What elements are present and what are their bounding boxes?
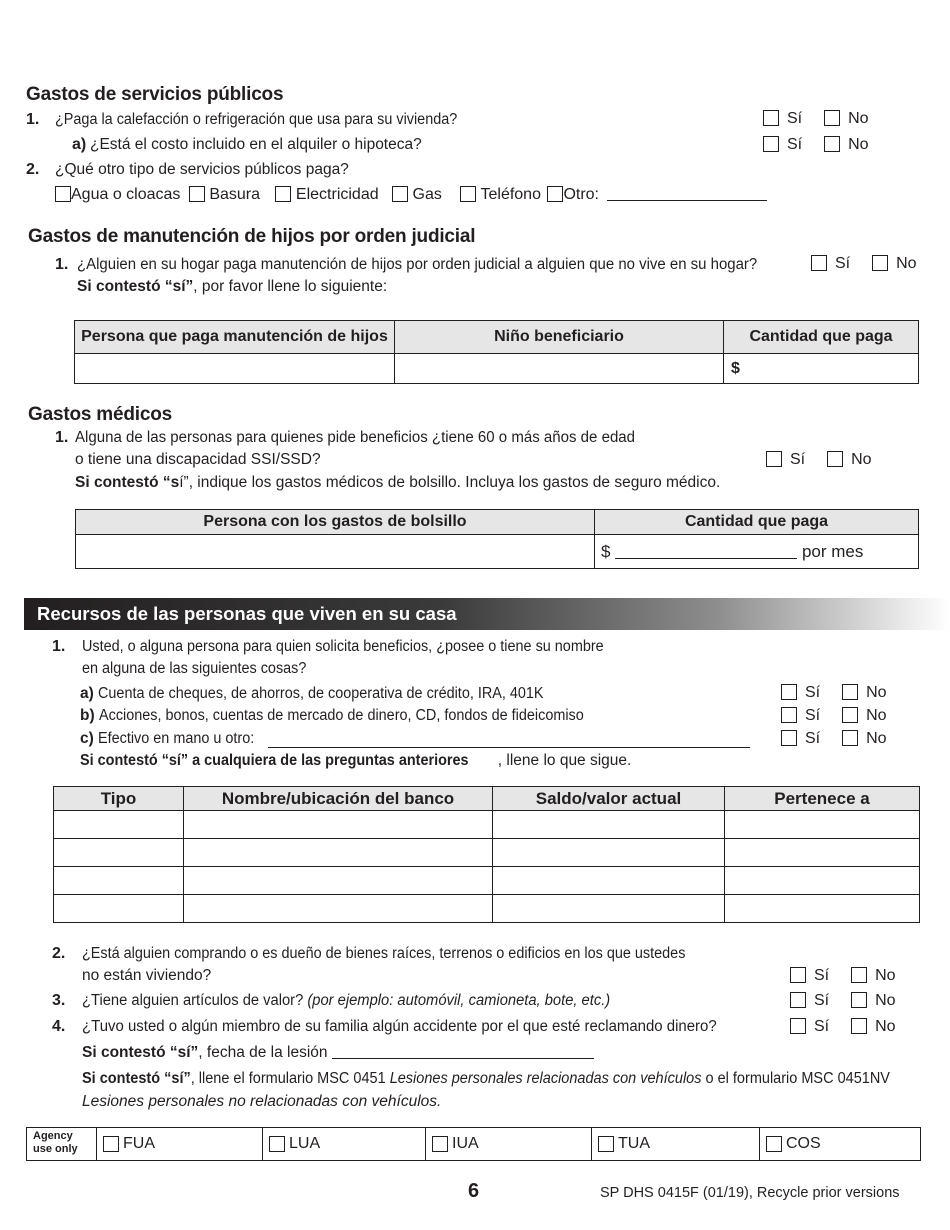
- if-yes-mid: í: [179, 474, 184, 491]
- resources-if-yes: [80, 752, 631, 770]
- no-label: No: [866, 707, 887, 724]
- medical-header-amount: Cantidad que paga: [595, 510, 919, 535]
- form-italic2: Lesiones personales no relacionadas con vehículos.: [82, 1093, 442, 1110]
- currency-sign: $: [731, 359, 740, 377]
- form-italic1: Lesiones personales relacionadas con vehículos: [389, 1070, 702, 1087]
- table-cell[interactable]: [725, 867, 920, 895]
- q1b-label: b): [80, 707, 95, 724]
- table-cell[interactable]: [725, 811, 920, 839]
- currency-sign: $: [601, 541, 611, 561]
- if-yes-rest: , llene lo que sigue.: [497, 752, 632, 769]
- yes-label: Sí: [835, 255, 851, 272]
- no-label: No: [848, 110, 869, 127]
- medical-yes-checkbox[interactable]: [766, 451, 782, 467]
- other-label: Otro:: [563, 186, 599, 203]
- yes-label: Sí: [814, 992, 830, 1009]
- resources-q1b-no-checkbox[interactable]: [842, 707, 858, 723]
- medical-title: Gastos médicos: [28, 404, 172, 425]
- table-cell[interactable]: [184, 895, 493, 923]
- injury-date-row: [82, 1044, 594, 1062]
- resources-q4-yes-checkbox[interactable]: [790, 1018, 806, 1034]
- q1a-label: a): [80, 685, 94, 702]
- yes-label: Sí: [790, 451, 806, 468]
- medical-amount-cell[interactable]: [595, 535, 919, 569]
- q1c-text: Efectivo en mano u otro:: [98, 730, 255, 747]
- child-support-q1-yesno: [811, 255, 917, 273]
- form-text2: o el formulario MSC 0451NV: [701, 1070, 890, 1087]
- q1a-text: Cuenta de cheques, de ahorros, de cooperativa de crédito, IRA, 401K: [98, 685, 544, 702]
- no-label: No: [875, 967, 896, 984]
- resources-q3-number: 3.: [52, 992, 66, 1009]
- resources-q1c-no-checkbox[interactable]: [842, 730, 858, 746]
- utilities-q1a-no-checkbox[interactable]: [824, 136, 840, 152]
- medical-q1-line2: o tiene una discapacidad SSI/SSD?: [75, 451, 321, 468]
- medical-table: [75, 509, 919, 569]
- if-yes-bold: Si contestó “s: [75, 474, 180, 491]
- injury-date-label: , fecha de la lesión: [198, 1044, 328, 1061]
- resources-q1a: [80, 685, 577, 703]
- resources-q2-yes-checkbox[interactable]: [790, 967, 806, 983]
- table-cell[interactable]: [493, 811, 725, 839]
- water-sewer-checkbox[interactable]: [55, 186, 71, 202]
- no-label: No: [866, 730, 887, 747]
- table-cell[interactable]: [54, 895, 184, 923]
- table-cell[interactable]: [493, 895, 725, 923]
- agency-tua: [591, 1128, 759, 1160]
- utilities-q1a-yesno: [763, 136, 869, 154]
- no-label: No: [851, 451, 872, 468]
- agency-cos: [759, 1128, 920, 1160]
- utility-options: [55, 186, 767, 204]
- resources-q1c-yes-checkbox[interactable]: [781, 730, 797, 746]
- child-support-payer-cell[interactable]: [75, 354, 395, 384]
- phone-label: Teléfono: [480, 186, 541, 203]
- tua-label: TUA: [618, 1135, 650, 1152]
- resources-q3: [82, 992, 610, 1010]
- form-instructions-line1: [82, 1070, 890, 1088]
- yes-label: Sí: [814, 1018, 830, 1035]
- resources-banner: Recursos de las personas que viven en su casa: [24, 598, 950, 630]
- injury-date-line[interactable]: [332, 1058, 594, 1059]
- resources-q4-no-checkbox[interactable]: [851, 1018, 867, 1034]
- resources-q1-number: 1.: [52, 638, 66, 655]
- resources-header-bank: Nombre/ubicación del banco: [184, 787, 493, 811]
- cash-other-line[interactable]: [268, 730, 750, 748]
- table-cell[interactable]: [54, 811, 184, 839]
- no-label: No: [875, 992, 896, 1009]
- cos-label: COS: [786, 1135, 821, 1152]
- table-row: [54, 811, 920, 839]
- resources-q2-line2: no están viviendo?: [82, 967, 212, 984]
- table-cell[interactable]: [54, 867, 184, 895]
- yes-label: Sí: [814, 967, 830, 984]
- agency-label-line1: Agency: [33, 1130, 73, 1142]
- if-yes-rest: , por favor llene lo siguiente:: [193, 278, 388, 295]
- resources-q3-yesno: [790, 992, 896, 1010]
- page-number: 6: [468, 1180, 480, 1202]
- table-cell[interactable]: [184, 811, 493, 839]
- medical-person-cell[interactable]: [76, 535, 595, 569]
- utilities-q2-number: 2.: [26, 161, 40, 178]
- child-support-q1-text: ¿Alguien en su hogar paga manutención de hijos por orden judicial a alguien que no vive en su hogar?: [77, 256, 758, 273]
- fua-label: FUA: [123, 1135, 155, 1152]
- lua-checkbox[interactable]: [269, 1136, 285, 1152]
- child-support-if-yes: [77, 278, 387, 296]
- utilities-q1a-text: ¿Está el costo incluido en el alquiler o hipoteca?: [90, 136, 422, 153]
- child-support-header-child: Niño beneficiario: [395, 321, 724, 354]
- iua-label: IUA: [452, 1135, 479, 1152]
- resources-q2-yesno: [790, 967, 896, 985]
- utilities-title: Gastos de servicios públicos: [26, 84, 284, 105]
- if-yes-bold: Si contestó “sí”: [82, 1070, 191, 1087]
- resources-q1b: [80, 707, 620, 725]
- no-label: No: [875, 1018, 896, 1035]
- medical-no-checkbox[interactable]: [827, 451, 843, 467]
- no-label: No: [848, 136, 869, 153]
- agency-label: [27, 1128, 96, 1160]
- yes-label: Sí: [805, 684, 821, 701]
- tua-checkbox[interactable]: [598, 1136, 614, 1152]
- resources-q4-yesno: [790, 1018, 896, 1036]
- yes-label: Sí: [805, 707, 821, 724]
- form-text1: , llene el formulario MSC 0451: [190, 1070, 390, 1087]
- trash-label: Basura: [209, 186, 261, 203]
- utilities-q1a-yes-checkbox[interactable]: [763, 136, 779, 152]
- resources-q4-text: ¿Tuvo usted o algún miembro de su familia algún accidente por el que esté reclamando dinero?: [82, 1018, 717, 1035]
- table-row: [54, 895, 920, 923]
- water-sewer-label: Agua o cloacas: [71, 186, 181, 203]
- if-yes-bold: Si contestó “sí”: [82, 1044, 199, 1061]
- gas-label: Gas: [412, 186, 442, 203]
- q1c-label: c): [80, 730, 94, 747]
- utilities-q1-yes-checkbox[interactable]: [763, 110, 779, 126]
- resources-q1c-yesno: [781, 730, 887, 748]
- agency-use-only-bar: [26, 1127, 921, 1161]
- utilities-q1a-label: a): [72, 136, 87, 153]
- child-support-header-amount: Cantidad que paga: [724, 321, 919, 354]
- no-label: No: [866, 684, 887, 701]
- yes-label: Sí: [787, 136, 803, 153]
- resources-q1-line2: en alguna de las siguientes cosas?: [82, 660, 307, 677]
- medical-if-yes: [75, 474, 720, 492]
- table-row: [54, 867, 920, 895]
- table-cell[interactable]: [184, 867, 493, 895]
- resources-q1a-no-checkbox[interactable]: [842, 684, 858, 700]
- table-cell[interactable]: [493, 867, 725, 895]
- resources-q3-yes-checkbox[interactable]: [790, 992, 806, 1008]
- table-row: [54, 839, 920, 867]
- child-support-amount-cell[interactable]: [724, 354, 919, 384]
- trash-checkbox[interactable]: [189, 186, 205, 202]
- resources-q1b-yes-checkbox[interactable]: [781, 707, 797, 723]
- q3-text: ¿Tiene alguien artículos de valor?: [82, 992, 304, 1009]
- resources-q1b-yesno: [781, 707, 887, 725]
- medical-q1-yesno: [766, 451, 872, 469]
- child-support-no-checkbox[interactable]: [872, 255, 888, 271]
- agency-fua: [96, 1128, 262, 1160]
- lua-label: LUA: [289, 1135, 321, 1152]
- resources-q2-line1: ¿Está alguien comprando o es dueño de bienes raíces, terrenos o edificios en los que ustedes: [82, 945, 686, 962]
- if-yes-rest: ”, indique los gastos médicos de bolsillo. Incluya los gastos de seguro médico.: [183, 474, 721, 491]
- table-cell[interactable]: [493, 839, 725, 867]
- q1b-text: Acciones, bonos, cuentas de mercado de dinero, CD, fondos de fideicomiso: [98, 707, 584, 724]
- resources-q3-no-checkbox[interactable]: [851, 992, 867, 1008]
- agency-lua: [262, 1128, 425, 1160]
- utilities-q2-text: ¿Qué otro tipo de servicios públicos paga?: [55, 161, 349, 178]
- iua-checkbox[interactable]: [432, 1136, 448, 1152]
- resources-header-owner: Pertenece a: [725, 787, 920, 811]
- utilities-q1-yesno: [763, 110, 869, 128]
- table-cell[interactable]: [184, 839, 493, 867]
- medical-header-person: Persona con los gastos de bolsillo: [76, 510, 595, 535]
- other-utility-line[interactable]: [607, 200, 767, 201]
- q3-example: (por ejemplo: automóvil, camioneta, bote, etc.): [307, 992, 611, 1009]
- yes-label: Sí: [787, 110, 803, 127]
- utilities-q1-text: ¿Paga la calefacción o refrigeración que usa para su vivienda?: [55, 111, 458, 128]
- utilities-q1-no-checkbox[interactable]: [824, 110, 840, 126]
- resources-q1c: [80, 730, 266, 748]
- form-id: SP DHS 0415F (01/19), Recycle prior versions: [600, 1185, 900, 1201]
- table-cell[interactable]: [725, 839, 920, 867]
- gas-checkbox[interactable]: [392, 186, 408, 202]
- resources-q2-number: 2.: [52, 945, 66, 962]
- no-label: No: [896, 255, 917, 272]
- per-month-label: por mes: [801, 541, 864, 561]
- yes-label: Sí: [805, 730, 821, 747]
- if-yes-bold: Si contestó “sí” a cualquiera de las preguntas anteriores: [80, 752, 469, 769]
- resources-q4-number: 4.: [52, 1018, 66, 1035]
- child-support-header-payer: Persona que paga manutención de hijos: [75, 321, 395, 354]
- table-cell[interactable]: [725, 895, 920, 923]
- form-instructions-line2: [82, 1093, 441, 1111]
- resources-q1-line1: Usted, o alguna persona para quien solicita beneficios, ¿posee o tiene su nombre: [82, 638, 604, 655]
- resources-header-balance: Saldo/valor actual: [493, 787, 725, 811]
- utilities-q1-number: 1.: [26, 111, 40, 128]
- child-support-child-cell[interactable]: [395, 354, 724, 384]
- resources-q2-no-checkbox[interactable]: [851, 967, 867, 983]
- medical-q1-number: 1.: [55, 429, 69, 446]
- if-yes-bold: Si contestó “sí”: [77, 278, 194, 295]
- phone-checkbox[interactable]: [460, 186, 476, 202]
- resources-header-type: Tipo: [54, 787, 184, 811]
- child-support-q1-number: 1.: [55, 256, 69, 273]
- electricity-checkbox[interactable]: [275, 186, 291, 202]
- medical-amount-line: [615, 558, 797, 559]
- cos-checkbox[interactable]: [766, 1136, 782, 1152]
- medical-q1-line1: Alguna de las personas para quienes pide beneficios ¿tiene 60 o más años de edad: [75, 429, 636, 446]
- resources-table: [53, 786, 920, 923]
- table-cell[interactable]: [54, 839, 184, 867]
- other-checkbox[interactable]: [547, 186, 563, 202]
- resources-q1a-yes-checkbox[interactable]: [781, 684, 797, 700]
- child-support-yes-checkbox[interactable]: [811, 255, 827, 271]
- agency-label-line2: use only: [33, 1143, 78, 1155]
- child-support-title: Gastos de manutención de hijos por orden judicial: [28, 226, 476, 247]
- agency-iua: [425, 1128, 591, 1160]
- child-support-table: [74, 320, 919, 384]
- electricity-label: Electricidad: [295, 186, 379, 203]
- resources-q1a-yesno: [781, 684, 887, 702]
- fua-checkbox[interactable]: [103, 1136, 119, 1152]
